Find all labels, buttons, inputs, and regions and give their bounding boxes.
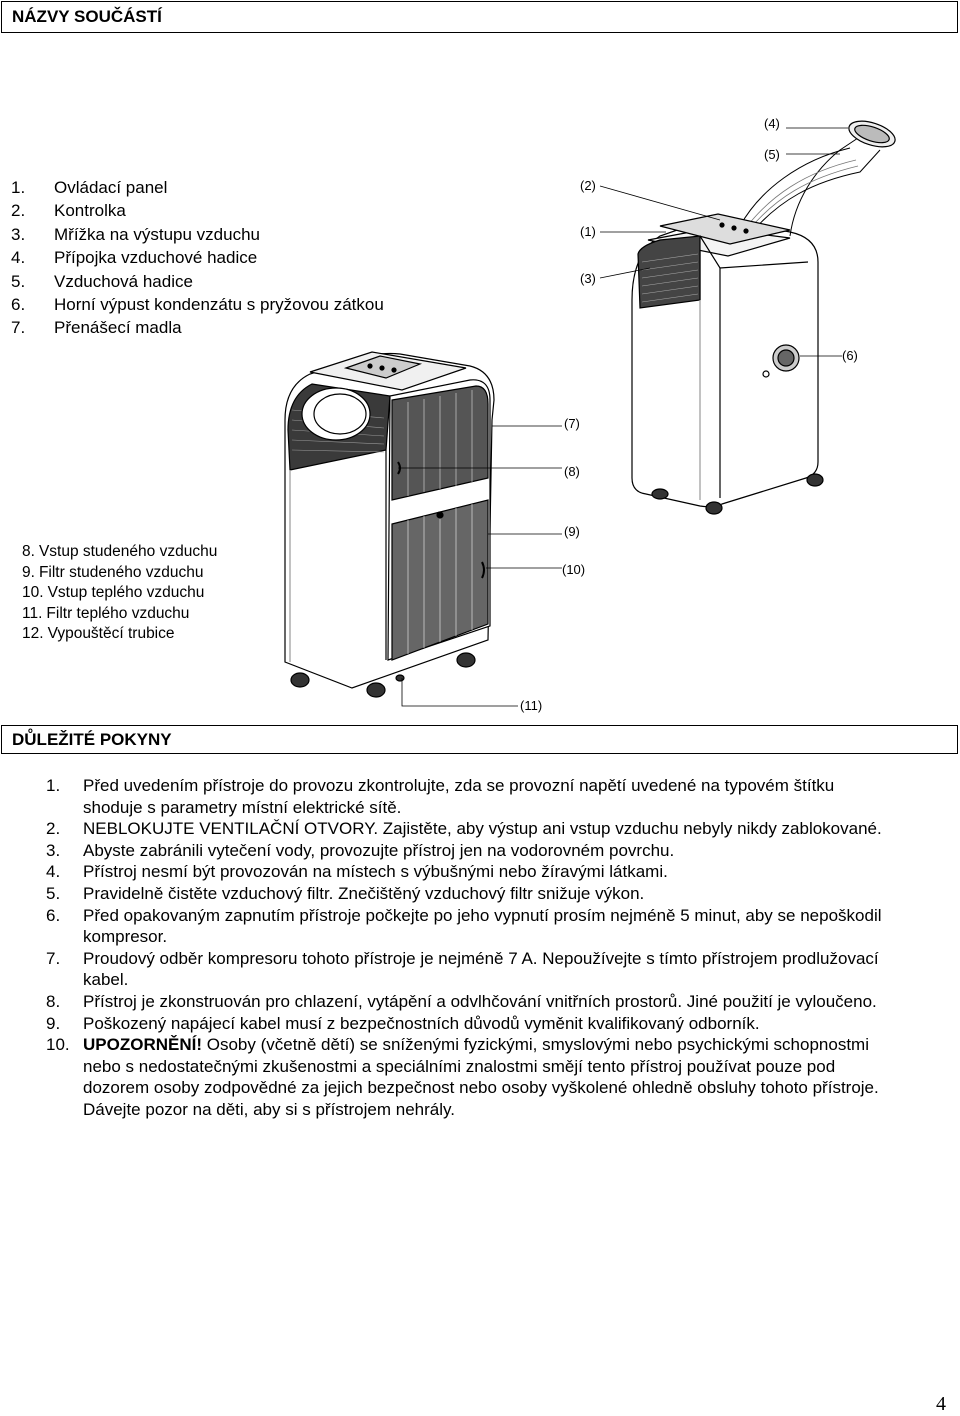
callout-label: (9)	[564, 524, 580, 539]
important-notes-list	[46, 775, 896, 1121]
list-item: 10. Vstup teplého vzduchu	[22, 584, 205, 602]
front-unit-drawing	[285, 352, 494, 697]
list-item: 10. UPOZORNĚNÍ! Osoby (včetně dětí) se sníženými fyzickými, smyslovými nebo psychickými schopnostmi nebo s nedostatečnými zkušenostmi a speciálními znalostmi smějí tento přístroj používat pouze pod dozorem osoby zodpovědné za jejich bezpečnost nebo osoby vyškolené ohledně obsluhy tohoto přístroje. Dávejte pozor na děti, aby si s přístrojem nehrály.	[46, 1035, 879, 1119]
list-item: 8. Vstup studeného vzduchu	[22, 543, 218, 560]
callout-label: (3)	[580, 271, 596, 286]
list-item: 9. Poškozený napájecí kabel musí z bezpečnostních důvodů vyměnit kvalifikovaný odborník.	[46, 1013, 760, 1033]
list-item: 3. Abyste zabránili vytečení vody, provozujte přístroj jen na vodorovném povrchu.	[46, 840, 675, 860]
list-item: 7. Proudový odběr kompresoru tohoto přístroje je nejméně 7 A. Nepoužívejte s tímto přístrojem prodlužovací kabel.	[46, 948, 879, 990]
list-item: 12. Vypouštěcí trubice	[22, 625, 175, 643]
callout-label: (10)	[562, 562, 586, 577]
list-item: 1. Před uvedením přístroje do provozu zkontrolujte, zda se provozní napětí uvedené na typovém štítku shoduje s parametry místní elektrické sítě.	[46, 776, 835, 817]
list-item: 5. Vzduchová hadice	[11, 271, 193, 291]
section-header-important	[1, 725, 958, 754]
list-item: 4. Přípojka vzduchové hadice	[11, 248, 258, 268]
callout-label: (5)	[764, 147, 780, 162]
rear-unit-drawing	[632, 116, 898, 514]
warning-label: UPOZORNĚNÍ!	[83, 1035, 202, 1055]
callout-label: (11)	[520, 698, 543, 713]
list-item: 9. Filtr studeného vzduchu	[22, 563, 204, 581]
callout-label: (1)	[580, 224, 596, 239]
list-item: 7. Přenášecí madla	[11, 318, 182, 338]
section-title-parts: NÁZVY SOUČÁSTÍ	[12, 7, 162, 26]
list-item: 4. Přístroj nesmí být provozován na místech s výbušnými nebo žíravými látkami.	[46, 862, 668, 882]
page-number: 4	[936, 1393, 946, 1415]
list-item: 3. Mřížka na výstupu vzduchu	[11, 224, 260, 244]
callout-label: (2)	[580, 178, 596, 193]
list-item: 6. Před opakovaným zapnutím přístroje počkejte po jeho vypnutí prosím nejméně 5 minut, aby se nepoškodil kompresor.	[46, 905, 882, 947]
list-item: 5. Pravidelně čistěte vzduchový filtr. Znečištěný vzduchový filtr snižuje výkon.	[46, 883, 645, 903]
list-item: 2. NEBLOKUJTE VENTILAČNÍ OTVORY. Zajistěte, aby výstup ani vstup vzduchu nebyly nikdy zablokované.	[46, 819, 882, 839]
callout-label: (6)	[842, 348, 858, 363]
callout-label: (8)	[564, 464, 580, 479]
list-item: 11. Filtr teplého vzduchu	[22, 604, 190, 622]
list-item: 6. Horní výpust kondenzátu s pryžovou zátkou	[11, 295, 384, 315]
callout-labels	[520, 116, 858, 713]
callout-label: (4)	[764, 116, 780, 131]
callout-label: (7)	[564, 416, 580, 431]
section-title-important: DŮLEŽITÉ POKYNY	[12, 729, 172, 749]
list-item: 2. Kontrolka	[11, 201, 126, 221]
list-item: 1. Ovládací panel	[11, 178, 168, 197]
list-item: 8. Přístroj je zkonstruován pro chlazení, vytápění a odvlhčování vnitřních prostorů. Jiné použití je vyloučeno.	[46, 991, 877, 1011]
